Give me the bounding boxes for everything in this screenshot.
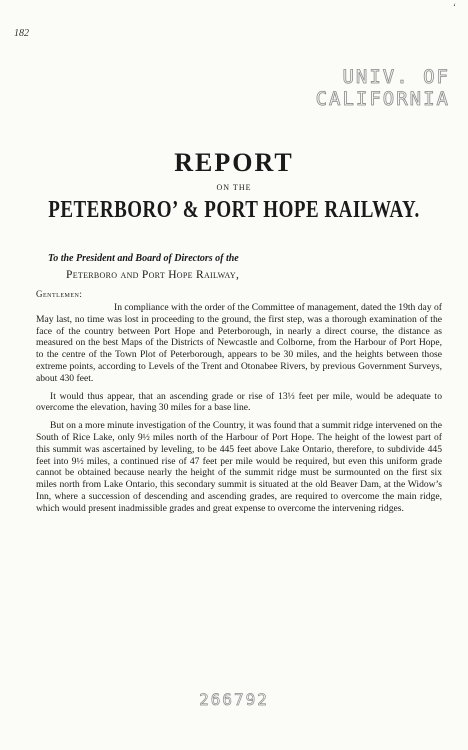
- paragraph-1: In compliance with the order of the Committee of management, dated the 19th day of May last, no time was lost in proceeding to the ground, the first step, was a thorough examination of the face of the country between Port Hope and Peterborough, in nearly a direct course, the distance as measured on the best Maps of the Districts of Newcastle and Colborne, from the Harbour of Port Hope, to the centre of the Town Plot of Peterborough, appears to be 30 miles, and the heights between those extreme points, according to Levels of the Trent and Otonabee Rivers, by previous Government Surveys, about 430 feet.: [36, 302, 442, 384]
- stamp-line-1: UNIV. OF: [342, 66, 450, 88]
- address-line-2: Peterboro and Port Hope Railway,: [66, 269, 240, 281]
- report-subtitle: PETERBORO’ & PORT HOPE RAILWAY.: [48, 197, 420, 224]
- paragraph-2: It would thus appear, that an ascending grade or rise of 13⅓ feet per mile, would be adequate to overcome the elevation, having 30 miles for a base line.: [36, 390, 442, 414]
- report-on-the: ON THE: [216, 183, 252, 192]
- margin-tick: ‘: [453, 2, 456, 12]
- corner-note: 182: [14, 28, 29, 39]
- salutation: Gentlemen:: [36, 289, 83, 299]
- paragraph-3: But on a more minute investigation of the Country, it was found that a summit ridge intervened on the South of Rice Lake, only 9½ miles north of the Harbour of Port Hope. The height of the lowest part of this summit was ascertained by leveling, to be 445 feet above Lake Ontario, therefore, to subdivide 445 feet into 9½ miles, a continued rise of 47 feet per mile would be required, but even this uniform grade cannot be obtained because nearly the height of the summit ridge must be surmounted on the first six miles north from Lake Ontario, this secondary summit is situated at the old Beaver Dam, at the Widow’s Inn, where a succession of descending and ascending grades, are required to overcome the main ridge, which would present inadmissible grades and great expense to overcome the intervening ridges.: [36, 420, 442, 514]
- library-stamp: [300, 66, 450, 110]
- report-title: REPORT: [174, 148, 294, 177]
- stamp-line-2: CALIFORNIA: [315, 88, 450, 110]
- address-line-1: To the President and Board of Directors of the: [48, 253, 239, 264]
- report-body: [36, 302, 442, 521]
- accession-stamp: 266792: [199, 690, 269, 709]
